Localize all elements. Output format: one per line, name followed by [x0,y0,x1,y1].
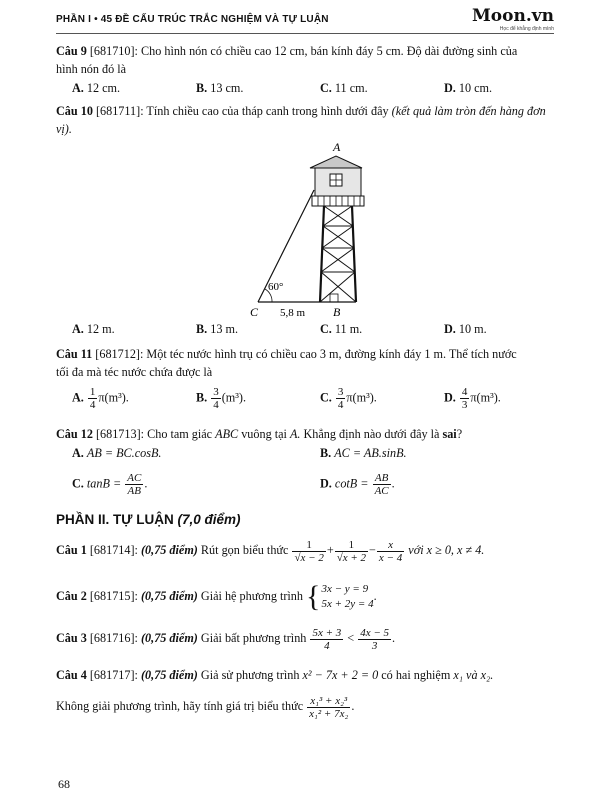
tower-legs [320,206,356,302]
essay-question-3: Câu 3 [681716]: (0,75 điểm) Giải bất phương trình $\frac{5x + 3}{4}$ < $\frac{4x - 5}{3}$ . [56,626,396,652]
q12-emphasis: sai [442,427,457,441]
q12-options-row2 [72,472,542,502]
q10-label: Câu 10 [56,104,93,118]
right-angle-mark [330,294,338,302]
brand-logo: Moon.vn [471,6,554,26]
question-9 [56,42,556,78]
q11-option-a[interactable]: A. $\frac{1}{4}$ π(m³). [72,386,129,411]
q9-option-c[interactable]: C. 11 cm. [320,81,368,95]
q12-id: [681713]: [95,427,145,441]
q12-option-d[interactable]: D. cotB = $\frac{AB}{AC}$ . [320,472,395,497]
essay-question-4: Câu 4 [681717]: (0,75 điểm) Giả sử phương trình x² − 7x + 2 = 0 có hai nghiệm x₁ và x₂. [56,668,494,682]
q11-text-line2: tối đa mà téc nước chứa được là [56,365,213,379]
q9-text-line2: hình nón đó là [56,62,127,76]
q9-option-d[interactable]: D. 10 cm. [444,81,493,95]
q12-option-a[interactable]: A. AB = BC.cosB. [72,446,162,460]
q9-id: [681710]: [89,44,138,58]
label-b: B [333,305,341,319]
q9-options [72,81,542,101]
essay-question-1: Câu 1 [681714]: (0,75 điểm) Rút gọn biểu thức $\frac{1}{√x - 2}$ + $\frac{1}{√x + 2}$ − $\frac{x}{x - 4}$ với x ≥ 0, x ≠ 4. [56,538,485,564]
q11-option-c[interactable]: C. $\frac{3}{4}$ π(m³). [320,386,377,411]
q12-option-c[interactable]: C. tanB = $\frac{AC}{AB}$ . [72,472,148,497]
q11-id: [681712]: [95,347,144,361]
header-title: PHẦN I • 45 ĐỀ CẤU TRÚC TRẮC NGHIỆM VÀ TỰ LUẬN [56,14,329,25]
label-a: A [333,140,341,154]
q12-options-row1 [72,446,542,466]
tower-roof [310,156,362,168]
q10-option-c[interactable]: C. 11 m. [320,322,363,336]
q12-label: Câu 12 [56,427,93,441]
q11-label: Câu 11 [56,347,93,361]
question-10 [56,102,556,138]
essay-question-2: Câu 2 [681715]: (0,75 điểm) Giải hệ phương trình {3x − y = 9 5x + 2y = 4. [56,580,377,614]
q9-label: Câu 9 [56,44,87,58]
q10-id: [681711]: [95,104,144,118]
q10-option-b[interactable]: B. 13 m. [196,322,238,336]
part2-title: PHẦN II. TỰ LUẬN (7,0 điểm) [56,512,241,527]
q9-option-b[interactable]: B. 13 cm. [196,81,244,95]
page-number: 68 [58,777,70,791]
essay-question-4-line2: Không giải phương trình, hãy tính giá trị biểu thức $\frac{\text{x₁³ + x₂³}}{\text{x₁² + 7x₂}}$ . [56,694,355,720]
watchtower-figure [240,138,380,320]
q11-option-b[interactable]: B. $\frac{3}{4}$ (m³). [196,386,247,411]
q10-option-a[interactable]: A. 12 m. [72,322,115,336]
q10-text: Tính chiều cao của tháp canh trong hình dưới đây [146,104,389,118]
q10-options [72,322,542,342]
q12-option-b[interactable]: B. AC = AB.sinB. [320,446,407,460]
brand-tagline: Học để khẳng định mình [499,26,554,32]
q11-option-d[interactable]: D. $\frac{4}{3}$ π(m³). [444,386,501,411]
q10-note: (kết quả làm tròn đến hàng đơn vị). [56,104,546,136]
q10-option-d[interactable]: D. 10 m. [444,322,487,336]
label-c: C [250,305,259,319]
q11-text-line1: Một téc nước hình trụ có chiều cao 3 m, đường kính đáy 1 m. Thể tích nước [146,347,517,361]
q11-options [72,386,542,416]
sight-line [258,190,314,302]
tower-deck [312,196,364,206]
page-header [56,6,554,34]
question-11 [56,345,556,381]
angle-label: 60° [268,281,284,293]
header-divider [56,33,554,34]
q9-option-a[interactable]: A. 12 cm. [72,81,121,95]
q9-text-line1: Cho hình nón có chiều cao 12 cm, bán kính đáy 5 cm. Độ dài đường sinh của [141,44,518,58]
distance-label: 5,8 m [280,307,306,319]
question-12: Câu 12 [681713]: Cho tam giác ABC vuông tại A. Khẳng định nào dưới đây là sai? [56,427,463,441]
